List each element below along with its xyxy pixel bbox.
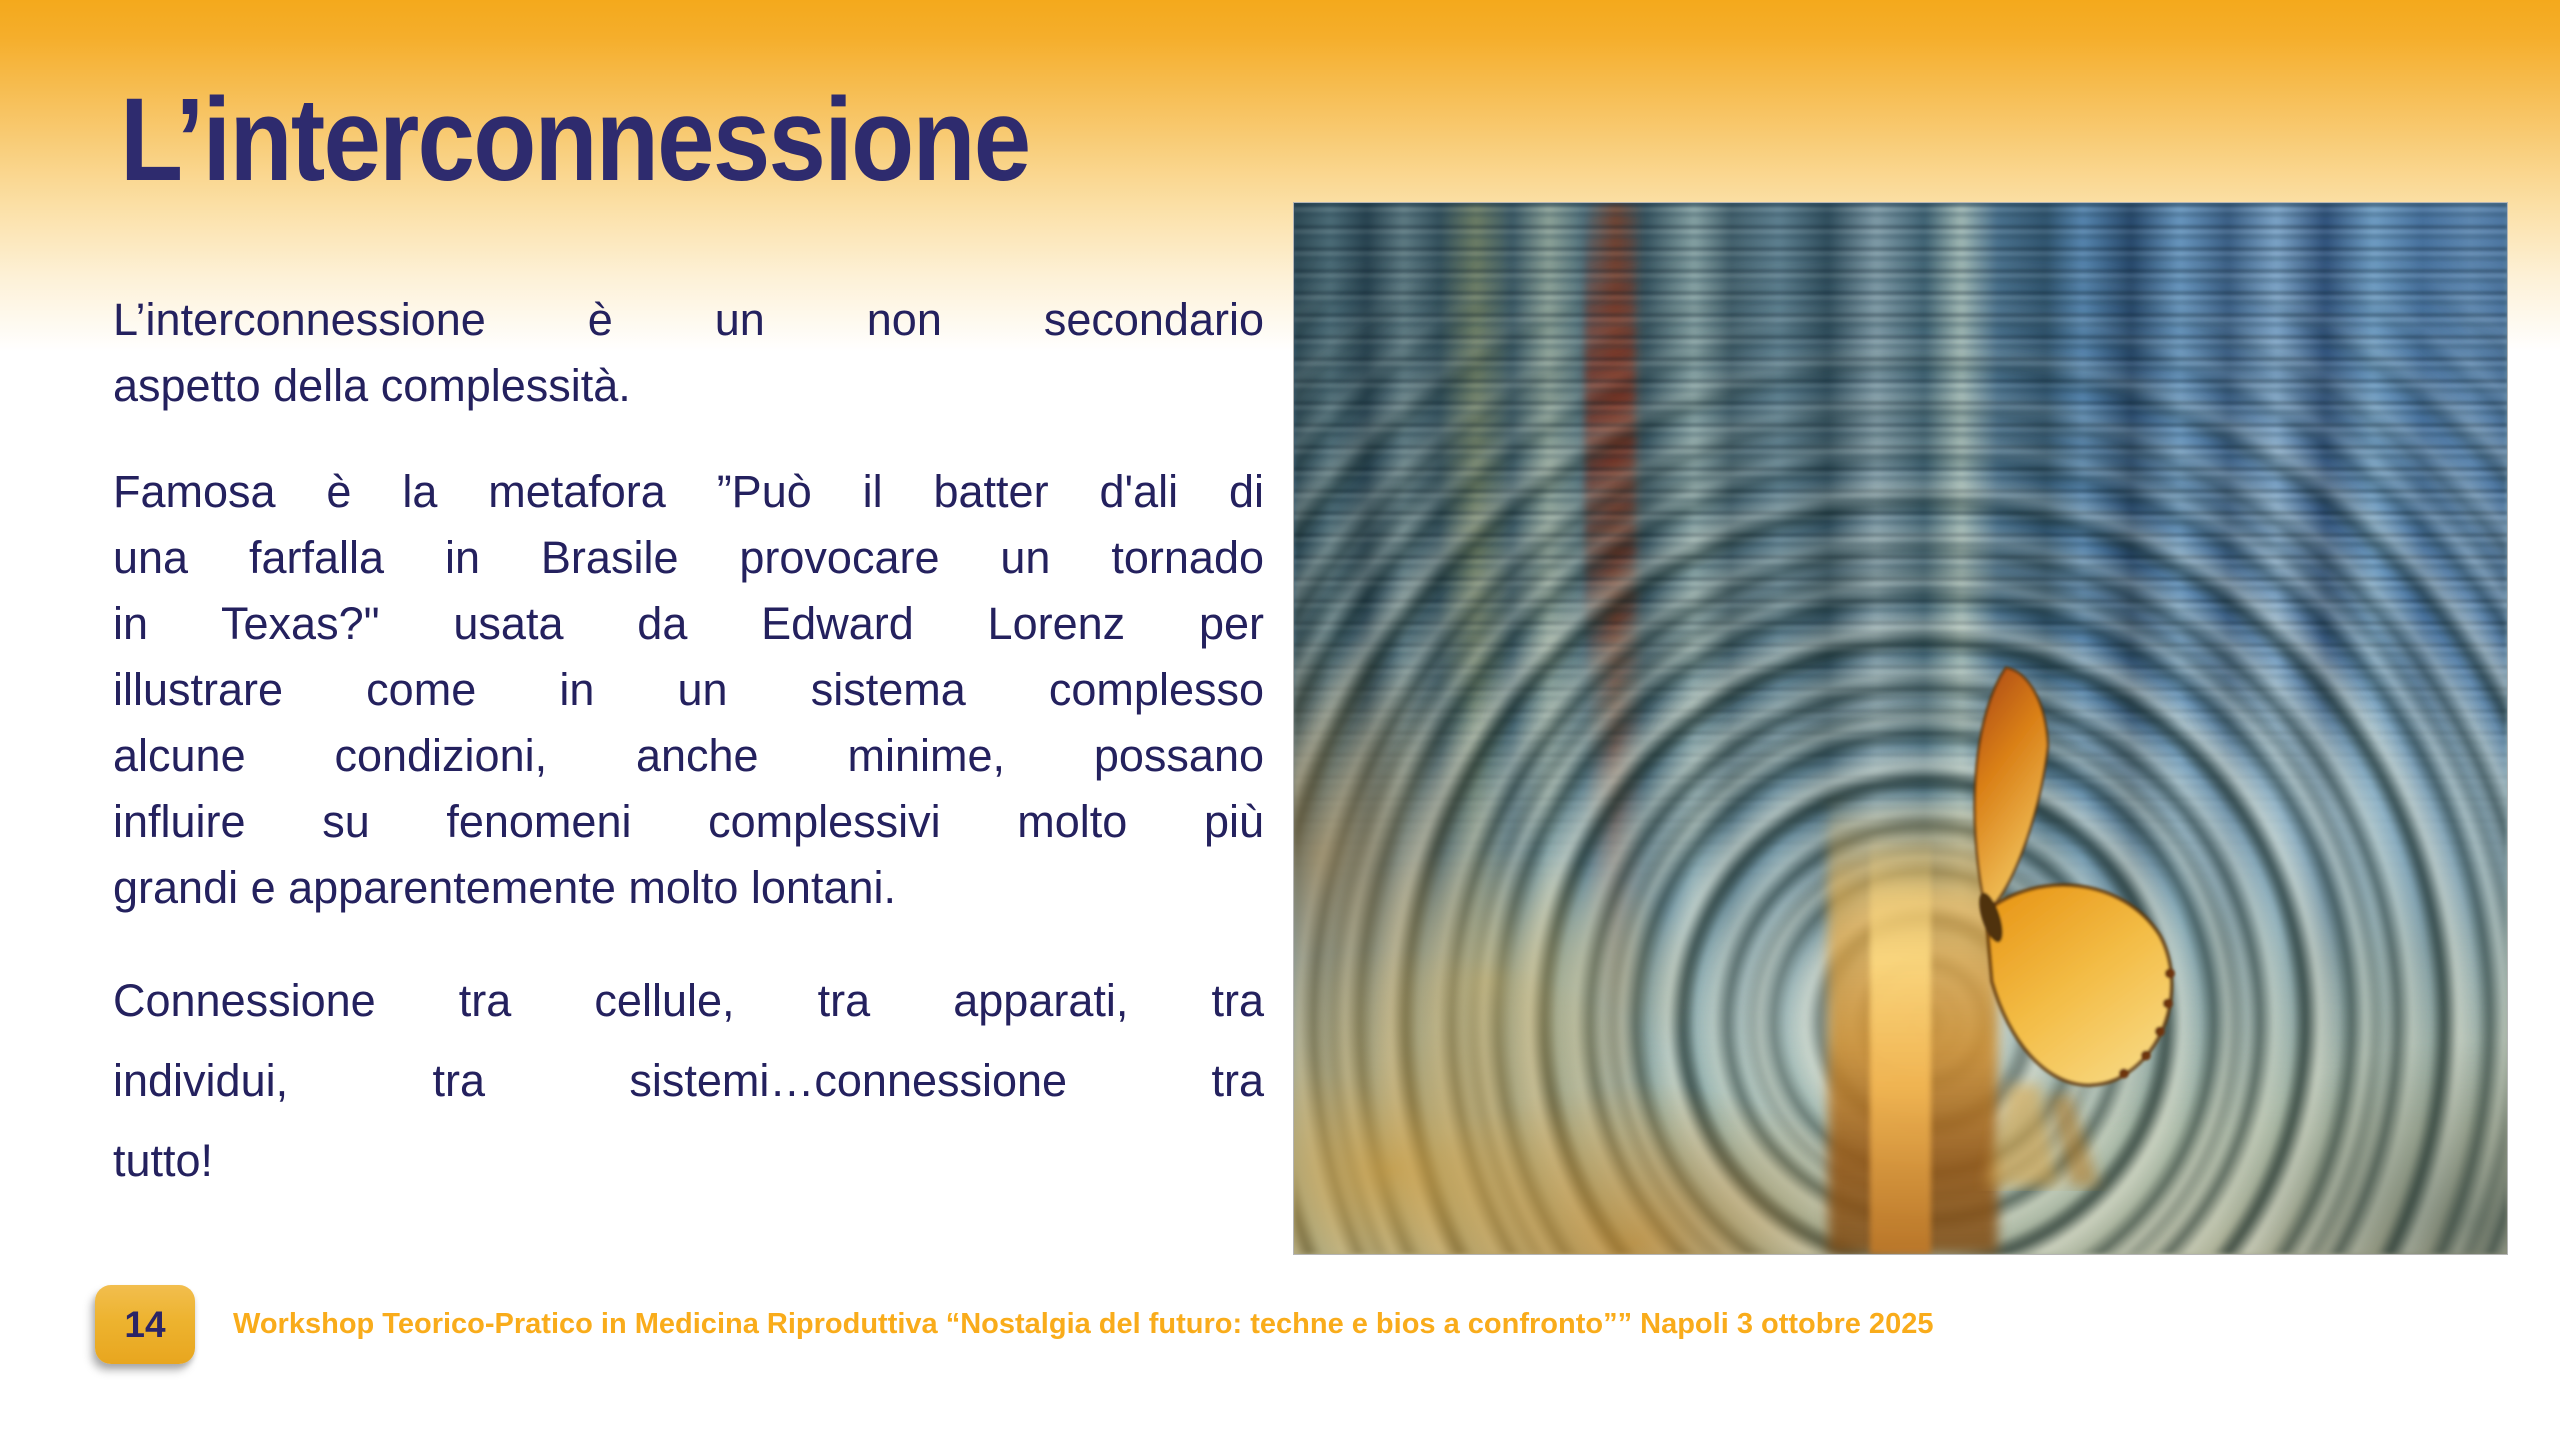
body-paragraph (113, 459, 1264, 921)
slide-title: L’interconnessione (120, 74, 1030, 206)
butterfly-reflection (1986, 1084, 2100, 1186)
butterfly-upper-wing (1975, 668, 2048, 912)
body-line: influire su fenomeni complessivi molto più (113, 796, 1264, 847)
body-line: illustrare come in un sistema complesso (113, 664, 1264, 715)
body-line: tutto! (113, 1135, 214, 1186)
body-line: aspetto della complessità. (113, 360, 631, 411)
body-text-block (113, 287, 1264, 1241)
body-line: alcune condizioni, anche minime, possano (113, 730, 1264, 781)
body-paragraph (113, 287, 1264, 419)
body-line: L’interconnessione è un non secondario (113, 294, 1264, 345)
page-number-badge (95, 1285, 195, 1364)
body-line: grandi e apparentemente molto lontani. (113, 862, 897, 913)
body-line: Connessione tra cellule, tra apparati, tra (113, 975, 1264, 1026)
body-line: una farfalla in Brasile provocare un tornado (113, 532, 1264, 583)
butterfly-water-photo (1293, 202, 2508, 1255)
body-line: individui, tra sistemi…connessione tra (113, 1055, 1264, 1106)
page-number: 14 (124, 1303, 166, 1345)
body-line: in Texas?" usata da Edward Lorenz per (113, 598, 1264, 649)
body-paragraph (113, 961, 1264, 1201)
butterfly-illustration (1888, 655, 2240, 1191)
body-line: Famosa è la metafora ”Può il batter d'ali di (113, 466, 1264, 517)
footer-workshop-text: Workshop Teorico-Pratico in Medicina Riproduttiva “Nostalgia del futuro: techne e bios a confronto”” Napoli 3 ottobre 2025 (233, 1308, 1934, 1340)
